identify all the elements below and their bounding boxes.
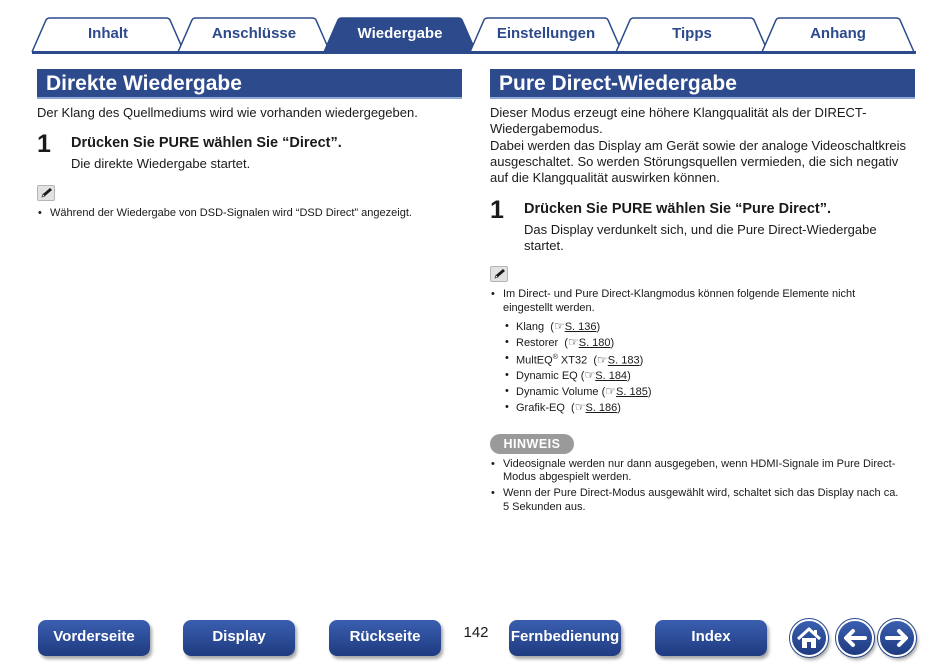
step-text-line: Das Display verdunkelt sich, und die Pure Direct-Wiedergabe <box>524 222 877 237</box>
tab-einstellungen[interactable] <box>470 18 622 52</box>
right-intro-line: ausgeschaltet. So werden Störungsquellen vermieden, die sich negativ <box>490 154 899 169</box>
hinweis-bullet-continued: Modus abgespielt werden. <box>503 471 632 483</box>
hinweis-badge: HINWEIS <box>490 434 574 454</box>
pointing-hand-icon: ☞ <box>553 319 565 333</box>
tab-wiedergabe[interactable] <box>324 18 476 52</box>
right-intro-line: Dabei werden das Display am Gerät sowie der analoge Videoschaltkreis <box>490 138 906 153</box>
registered-mark: ® <box>552 354 558 361</box>
tab-label: Tipps <box>672 25 712 42</box>
step-title: Drücken Sie PURE wählen Sie “Pure Direct”. <box>524 201 832 217</box>
step-text-line: startet. <box>524 238 564 253</box>
tab-label: Anschlüsse <box>211 25 297 42</box>
tab-tipps[interactable] <box>616 18 768 52</box>
list-item-multeq: • MultEQ® XT32 (☞S. 183) <box>505 351 643 368</box>
pointing-hand-icon: ☞ <box>597 352 608 367</box>
pointing-hand-icon: ☞ <box>574 400 586 414</box>
list-item-dynamic-volume: • Dynamic Volume (☞S. 185) <box>505 384 652 399</box>
item-label: Klang <box>516 321 545 333</box>
pencil-icon <box>490 266 508 282</box>
step-text: Die direkte Wiedergabe startet. <box>71 156 251 171</box>
right-intro-line: Dieser Modus erzeugt eine höhere Klangqualität als der DIRECT- <box>490 105 867 120</box>
nav-button-index[interactable]: Index <box>655 620 767 656</box>
section-title-direkte-wiedergabe: Direkte Wiedergabe <box>37 69 462 99</box>
tab-bar <box>32 16 916 54</box>
page-ref-link[interactable]: S. 186 <box>585 402 618 414</box>
section-title-pure-direct: Pure Direct-Wiedergabe <box>490 69 915 99</box>
step-title: Drücken Sie PURE wählen Sie “Direct”. <box>71 135 342 151</box>
page-number: 142 <box>463 624 489 641</box>
list-item-klang: • Klang (☞S. 136) <box>505 319 600 334</box>
right-intro-line: auf die Klangqualität auswirken können. <box>490 170 720 185</box>
tab-anhang[interactable] <box>762 18 914 52</box>
tab-label: Inhalt <box>88 25 128 42</box>
hinweis-bullet-continued: 5 Sekunden aus. <box>503 501 586 513</box>
page-ref-link[interactable]: S. 185 <box>616 386 648 398</box>
tab-label: Anhang <box>810 25 866 42</box>
pointing-hand-icon: ☞ <box>567 335 579 349</box>
hinweis-bullet: • Wenn der Pure Direct-Modus ausgewählt wird, schaltet sich das Display nach ca. <box>490 486 920 500</box>
step-number: 1 <box>490 196 504 224</box>
item-label: Restorer <box>516 337 559 349</box>
note-bullet: • Während der Wiedergabe von DSD-Signalen wird “DSD Direct” angezeigt. <box>37 206 462 220</box>
item-suffix: XT32 <box>557 354 588 367</box>
note-bullet: • Im Direct- und Pure Direct-Klangmodus können folgende Elemente nicht <box>490 287 915 301</box>
left-intro: Der Klang des Quellmediums wird wie vorhanden wiedergegeben. <box>37 105 418 120</box>
step-number: 1 <box>37 130 51 158</box>
pointing-hand-icon: ☞ <box>584 368 596 382</box>
pointing-hand-icon: ☞ <box>605 384 617 398</box>
list-item-restorer: • Restorer (☞S. 180) <box>505 335 614 350</box>
hinweis-bullet: • Videosignale werden nur dann ausgegeben, wenn HDMI-Signale im Pure Direct- <box>490 457 920 471</box>
nav-button-display[interactable]: Display <box>183 620 295 656</box>
arrow-left-icon[interactable] <box>836 619 874 657</box>
tab-bar-underline <box>32 51 916 54</box>
tab-anschluesse[interactable] <box>178 18 330 52</box>
tab-label: Wiedergabe <box>357 25 443 42</box>
tab-label: Einstellungen <box>496 25 596 42</box>
pencil-icon <box>37 185 55 201</box>
page-ref-link[interactable]: S. 136 <box>564 321 597 333</box>
home-icon[interactable] <box>790 619 828 657</box>
list-item-grafik-eq: • Grafik-EQ (☞S. 186) <box>505 400 621 415</box>
item-label: MultEQ <box>516 354 553 367</box>
item-label: Grafik-EQ <box>516 402 565 414</box>
right-intro-line: Wiedergabemodus. <box>490 121 603 136</box>
tab-inhalt[interactable] <box>32 18 184 52</box>
nav-button-rueckseite[interactable]: Rückseite <box>329 620 441 656</box>
list-item-dynamic-eq: • Dynamic EQ (☞S. 184) <box>505 368 631 383</box>
page-ref-link[interactable]: S. 180 <box>578 337 611 349</box>
nav-button-fernbedienung[interactable]: Fernbedienung <box>509 620 621 656</box>
page-ref-link[interactable]: S. 183 <box>607 354 640 367</box>
arrow-right-icon[interactable] <box>878 619 916 657</box>
item-label: Dynamic Volume <box>516 386 599 398</box>
page-ref-link[interactable]: S. 184 <box>595 370 628 382</box>
item-label: Dynamic EQ <box>516 370 578 382</box>
nav-button-vorderseite[interactable]: Vorderseite <box>38 620 150 656</box>
note-bullet-continued: eingestellt werden. <box>503 302 595 314</box>
